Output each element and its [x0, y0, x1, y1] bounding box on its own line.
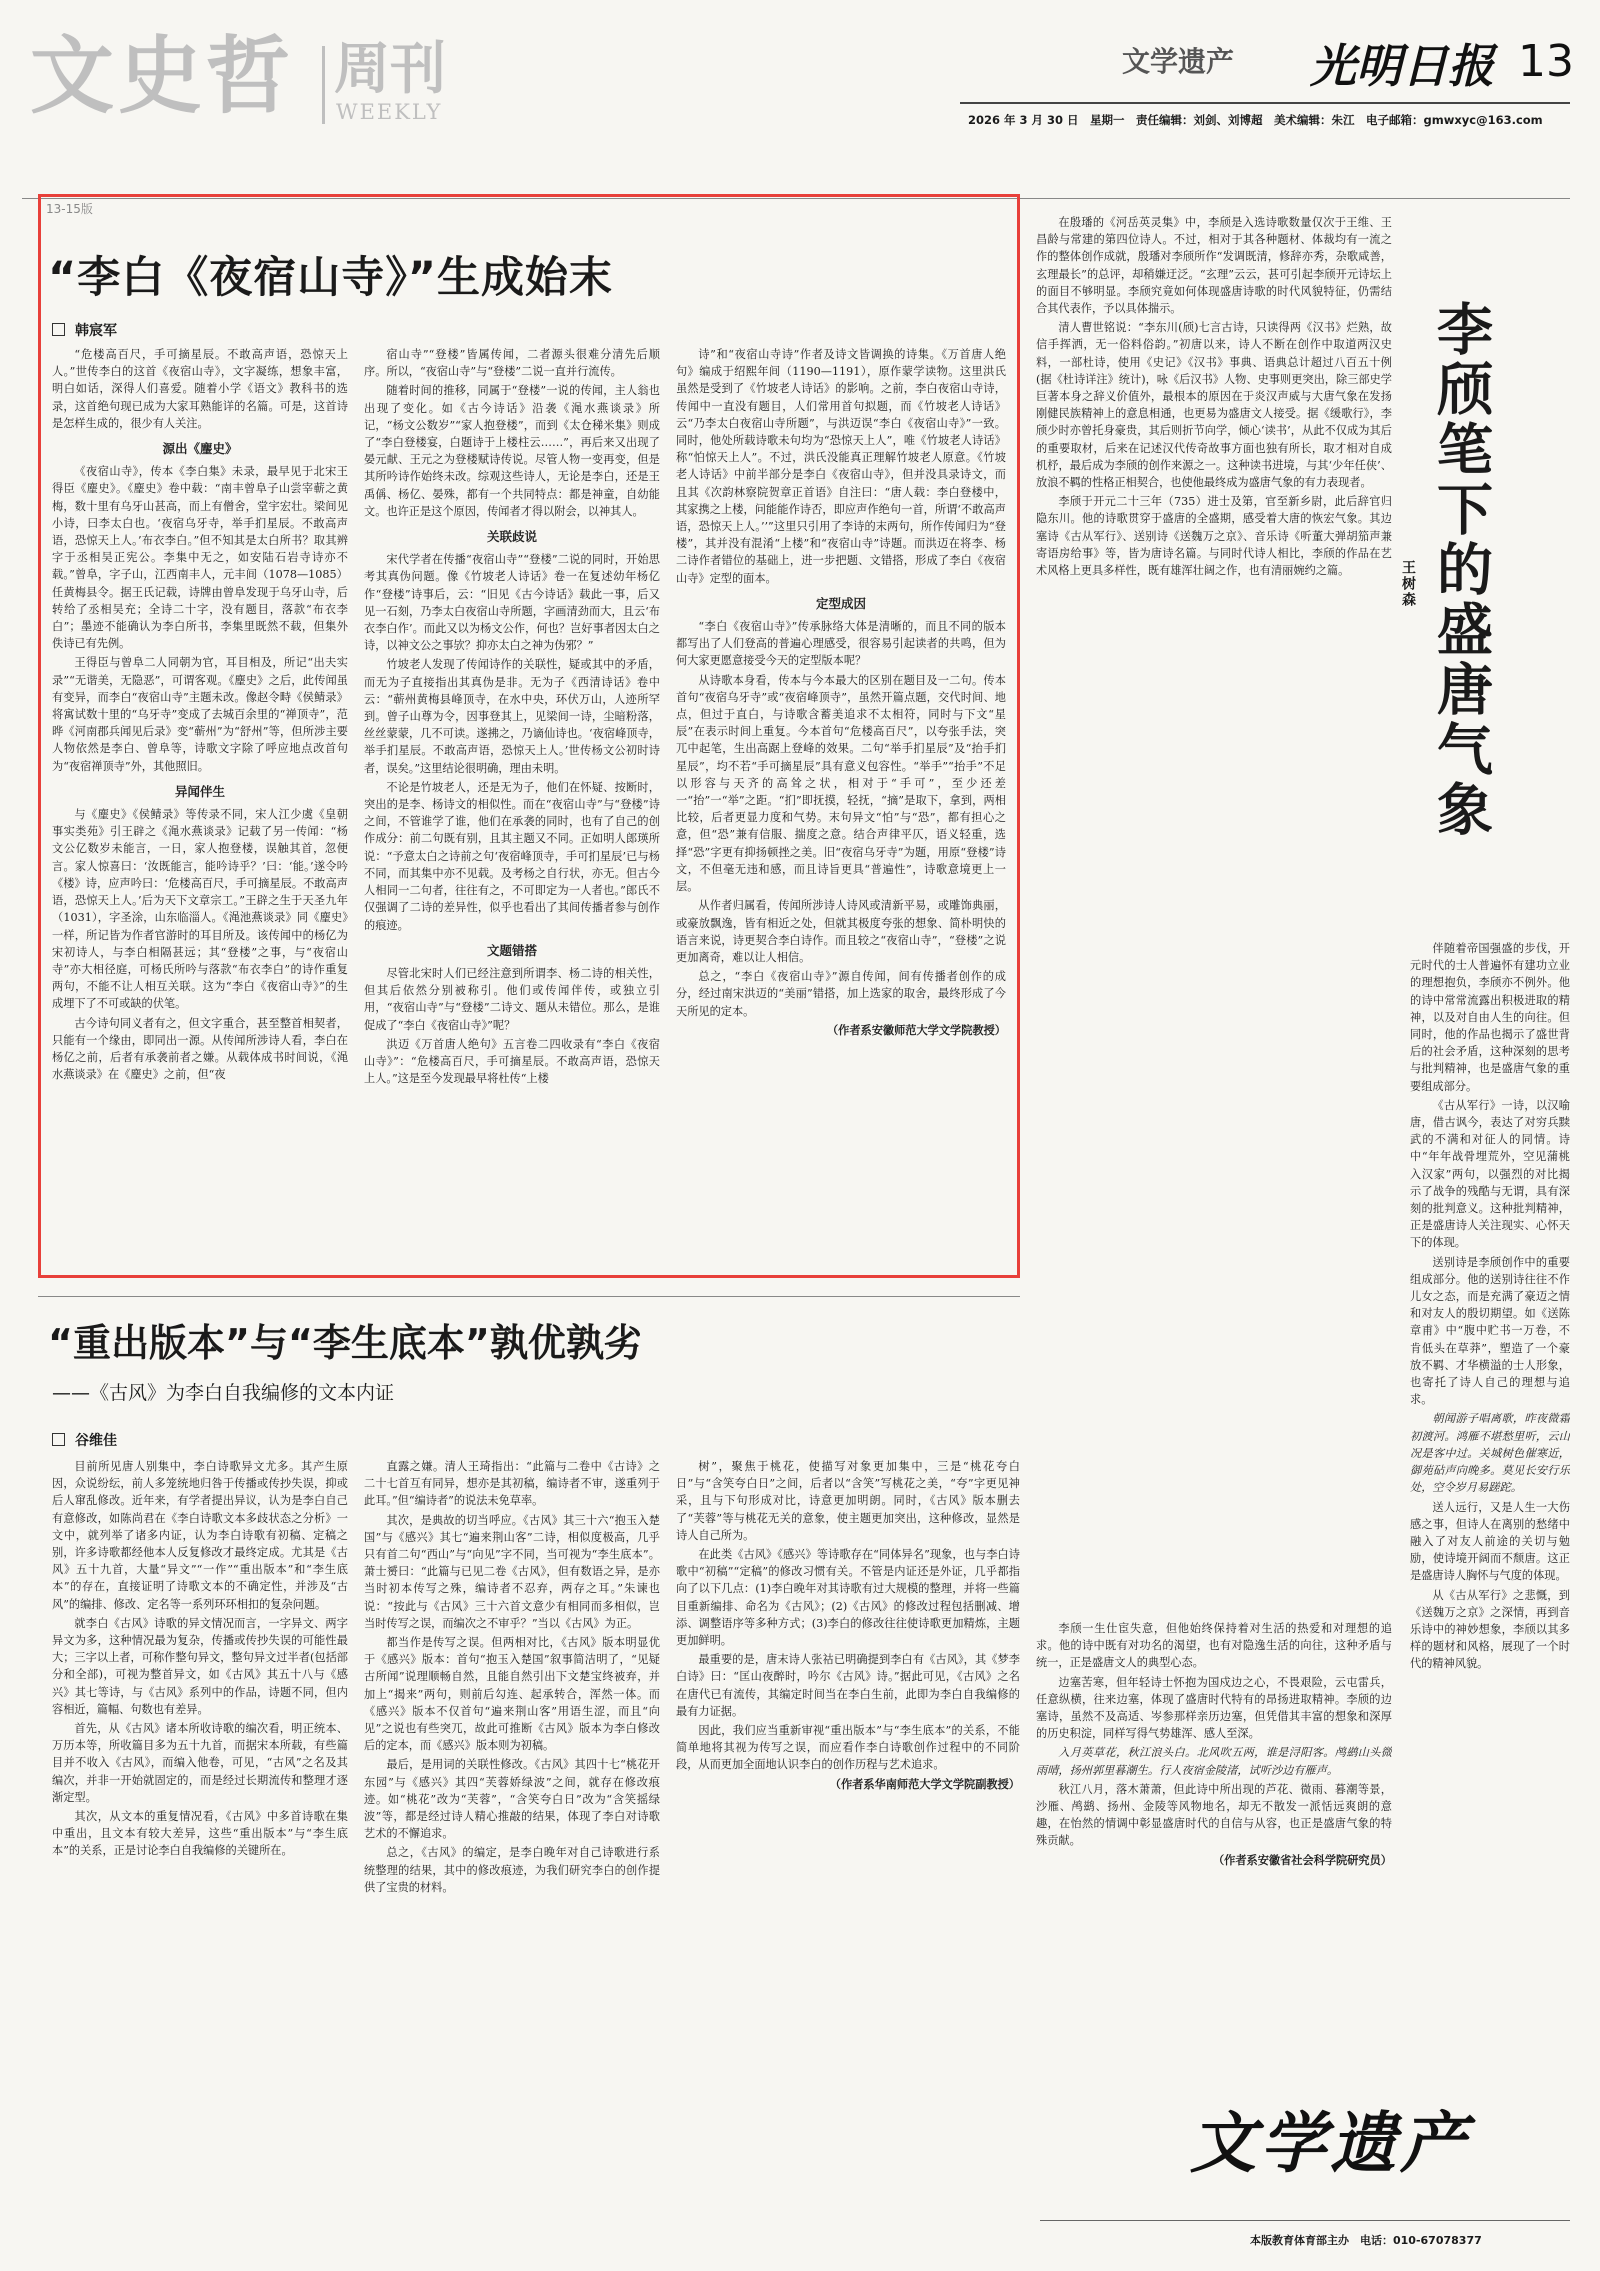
article-3-rule	[38, 1296, 1020, 1297]
article-3-author	[52, 1430, 117, 1450]
weekly-label: WEEKLY	[336, 100, 443, 124]
paragraph: 尽管北宋时人们已经注意到所谓李、杨二诗的相关性，但其后依然分别被称引。他们或传闻伴传，或独立引用，“夜宿山寺”与“登楼”二诗文、题从未错位。那么，是谁促成了“李白《夜宿山寺》”呢？	[364, 966, 660, 1032]
footer-note: 本版教育体育部主办 电话：010-67078377	[1250, 2234, 1482, 2247]
masthead-divider	[322, 46, 325, 124]
article-2-col-1	[1036, 214, 1392, 1614]
paragraph: 《夜宿山寺》，传本《李白集》未录，最早见于北宋王得臣《麈史》。《麈史》卷中载：“南丰曾阜子山尝宰蕲之黄梅，数十里有乌牙山甚高，而上有僧舍，堂宇宏壮。梁间见小诗，曰李太白也。‘夜宿乌牙寺，举手扪星辰。不敢高声语，恐惊天上人。’布衣李白。”但不知其是太白所书？取其辨字于丞相吴正宪公。李集中无之，如安陆石岩寺诗亦不载。”曾阜，字子山，江西南丰人，元丰间（1078—1085）任黄梅县令。据王氏记载，诗牌由曾阜发现于乌牙山寺，后转给了丞相吴充；全诗二十字，没有题目，落款“布衣李白”；墨迹不能确认为李白所书，李集里既然不载，但集外佚诗已有先例。	[52, 465, 348, 651]
article-1-col-2	[364, 346, 660, 1268]
paragraph: 总之，“李白《夜宿山寺》”源自传闻，间有传播者创作的成分，经过南宋洪迈的“美丽”错搭，加上选家的取舍，最终形成了今天所见的定本。	[676, 970, 1006, 1018]
paragraph: 伴随着帝国强盛的步伐，开元时代的士人普遍怀有建功立业的理想抱负，李颀亦不例外。他的诗中常常流露出积极进取的精神，以及对自由人生的向往。但同时，他的作品也揭示了盛世背后的社会矛盾，这种深刻的思考与批判精神，也是盛唐气象的重要组成部分。	[1410, 942, 1570, 1093]
paper-name: 光明日报	[1310, 39, 1494, 93]
section-heading: 定型成因	[815, 595, 866, 611]
paragraph: 就李白《古风》诗歌的异文情况而言，一字异文、两字异文为多，这种情况最为复杂，传播或传抄失误的可能性最大；三字以上者，可称作整句异文，整句异文过半者(包括部分和全部)，可视为整首异文，如《古风》其五十八与《感兴》其七等诗，与《古风》系列中的作品，诗题不同，但内容相近，篇幅、句数也有差异。	[52, 1616, 348, 1716]
section-name: 文学遗产	[1122, 45, 1235, 78]
paragraph: 从作者归属看，传闻所涉诗人诗风或清新平易，或雕饰典丽，或豪放飘逸，皆有相近之处，但就其极度夸张的想象、简朴明快的语言来说，诗更契合李白诗作。而且较之“夜宿山寺”，“登楼”之说更加离奇，难以让人相信。	[676, 899, 1006, 964]
paragraph: 因此，我们应当重新审视“重出版本”与“李生底本”的关系，不能简单地将其视为传写之误，而应看作李白诗歌创作过程中的不同阶段，从而更加全面地认识李白的创作历程与艺术追求。	[676, 1724, 1020, 1772]
article-1-col-3	[676, 346, 1006, 1268]
paragraph: 在殷璠的《河岳英灵集》中，李颀是入选诗歌数量仅次于王维、王昌龄与常建的第四位诗人。不过，相对于其各种题材、体裁均有一流之作的整体创作成就，殷璠对李颀所作“发调既清，修辞亦秀，杂歌咸善，玄理最长”的总评，却稍嫌迂泛。“玄理”云云，甚可引起李颀开元诗坛上的面目不够明显。李颀究竟如何体现盛唐诗歌的时代风貌特征，仍需结合其代表作，予以具体揣示。	[1036, 216, 1392, 316]
paragraph: 竹坡老人发现了传闻诗作的关联性，疑或其中的矛盾，而无为子直接指出其真伪是非。无为子《西清诗话》卷中云：“蕲州黄梅县峰顶寺，在水中央，环伏万山，人迹所罕到。曾子山尊为令，因事登其上，见梁间一诗，尘暗粉落，丝丝蒙蒙，几不可读。遂拂之，乃谪仙诗也。‘夜宿峰顶寺，举手扪星辰。不敢高声语，恐惊天上人。’世传杨文公初时诗者，误矣。”这里结论很明确，理由未明。	[364, 658, 660, 775]
paragraph: 诗”和“夜宿山寺诗”作者及诗文皆调换的诗集。《万首唐人绝句》编成于绍熙年间（1190—1191），原作蒙学读物。这里洪氏虽然是受到了《竹坡老人诗话》的影响。之前，李白夜宿山寺诗，传闻中一直没有题目，人们常用首句拟题，而《竹坡老人诗话》云“乃李太白夜宿山寺所题”，与洪迈误“李白《夜宿山寺》”一致。同时，他处所载诗歌未句均为“恐惊天上人”，唯《竹坡老人诗话》称“怕惊天上人”。不过，洪氏没能真正理解竹坡老人原意。《竹坡老人诗话》中前半部分是李白《夜宿山寺》，但并没具录诗文，而且其《次韵林察院贺章正首语》自注曰：“唐人载：李白登楼中，其家携之上楼，问能能作诗否，即应声作绝句一首，所谓‘不敢高声语，恐惊天上人。’’”这里只引用了李诗的末两句，所作传闻归为“登楼”，其并没有混淆“上楼”和“夜宿山寺”诗题。而洪迈在将李、杨二诗作者错位的基础上，进一步把题、文错搭，形成了李白《夜宿山寺》定型的面本。	[676, 348, 1006, 585]
column-name: 文史哲	[30, 27, 295, 125]
paragraph: 古今诗句同义者有之，但文字重合，甚至整首相契者，只能有一个缘由，即同出一源。从传闻所涉诗人看，李白在杨亿之前，后者有承袭前者之嫌。从载体成书时间说，《渑水燕谈录》在《麈史》之前，但“夜	[52, 1016, 348, 1082]
paragraph: 朝闻游子唱离歌，昨夜微霜初渡河。鸿雁不堪愁里听，云山况是客中过。关城树色催寒近，御苑砧声向晚多。莫见长安行乐处，空令岁月易蹉跎。	[1410, 1412, 1570, 1495]
paragraph: 都当作是传写之误。但两相对比，《古风》版本明显优于《感兴》版本：首句“抱玉入楚国”叙事简洁明了，“见疑古所闻”说理顺畅自然，且能自然引出下文楚宝终被弃，并加上“揭来”两句，则前后勾连、起承转合，浑然一体。而《感兴》版本不仅首句“遍来荆山客”用语生涩，而且“向见”之说也有些突兀，故此可推断《古风》版本为李白修改后的定本，而《感兴》版本则为初稿。	[364, 1636, 660, 1753]
paragraph: 清人曹世铭说：“李东川(颀)七言古诗，只读得两《汉书》烂熟，故信手挥洒，无一俗料俗韵。”初唐以来，诗人不断在创作中取道两汉史料，一部杜诗，使用《史记》《汉书》事典、语典总计超过八百五十例(据《杜诗详注》统计)，咏《后汉书》人物、史事则更突出，除三部史学巨著本身之辞义价值外，最根本的原因在于炎汉声威与大唐气象在发扬刚健民族精神上的意息相通，也更易为盛唐文人接受。据《缓歌行》，李颀少时亦曾托身豪贵，其后则折节向学，倾心‘读书’，从此不仅成为其后的重要取材，后来在记述汉代传奇故事方面也独有所长，取才相对自成机杼，最后成为李颀的创作来源之一。这种读书进境，与其‘少年任侠’、放浪不羁的性格正相契合，也使他最终成为盛唐气象的有力表现者。	[1036, 321, 1392, 490]
author-affiliation: （作者系安徽师范大学文学院教授）	[826, 1022, 1006, 1037]
paragraph: 秋江八月，落木萧萧，但此诗中所出现的芦花、微雨、暮潮等景，沙雁、鸬鹚、扬州、金陵等风物地名，却无不散发一派恬远爽朗的意趣，在怡然的情调中彰显盛唐时代的自信与从容，也正是盛唐气象的特殊贡献。	[1036, 1782, 1392, 1848]
section-heading: 异闻伴生	[174, 783, 225, 799]
page-number: 13	[1518, 36, 1574, 87]
paragraph: 边塞苦寒，但年轻诗士怀抱为国戍边之心，不畏艰险，云屯雷兵，任意纵横，往来边塞，体现了盛唐时代特有的昂扬进取精神。李颀的边塞诗，虽然不及高适、岑参那样亲历边塞，但凭借其丰富的想象和深厚的历史积淀，同样写得气势雄浑、感人至深。	[1036, 1675, 1392, 1741]
paragraph: 送人远行，又是人生一大伤感之事，但诗人在离别的愁绪中融入了对友人前途的关切与勉励，使诗境开阔而不颓唐。这正是盛唐诗人胸怀与气度的体现。	[1410, 1500, 1570, 1583]
paragraph: 树”，聚焦于桃花，使描写对象更加集中，三是“桃花夸白日”与“含笑夸白日”之间，后者以“含笑”写桃花之美，“夸”字更见神采，且与下句形成对比，诗意更加明朗。同时，《古风》版本删去了“芙蓉”等与桃花无关的意象，使主题更加突出，这种修改，显然是诗人自己所为。	[676, 1460, 1020, 1542]
paragraph: 李颀一生仕宦失意，但他始终保持着对生活的热爱和对理想的追求。他的诗中既有对功名的渴望，也有对隐逸生活的向往，这种矛盾与统一，正是盛唐文人的典型心态。	[1036, 1622, 1392, 1670]
page-tag: 13-15版	[46, 202, 93, 216]
article-2-author-name: 王树森	[1400, 560, 1416, 608]
paragraph: 随着时间的推移，同属于“登楼”一说的传闻，主人翁也出现了变化。如《古今诗话》沿袭《渑水燕谈录》所记，“杨文公数岁”“家人抱登楼”，而到《太仓稊米集》则成了“李白登楼宴，白题诗于上楼柱云……”，再后来又出现了晏元献、王元之为登楼赋诗传说。尽管人物一变再变，但是其所吟诗作始终未改。综观这些诗人，无论是李白，还是王禹偁、杨亿、晏殊，都有一个共同特点：都是神童，自幼能文。也许正是这个原因，传闻者才得以附会，以神其人。	[364, 384, 660, 518]
article-2-author	[1398, 560, 1418, 608]
paragraph: 其次，是典故的切当呼应。《古风》其三十六“抱玉入楚国”与《感兴》其七“遍来荆山客”二诗，相似度极高，几乎只有首二句“西山”与“向见”字不同，当可视为“李生底本”。萧士赟曰：“此篇与已见二卷《古风》，但有数语之异，是亦当时初本传写之殊，编诗者不忍弃，两存之耳。”朱谏也说：“按此与《古风》三十六首文意少有相同而多相似，岂当时传写之误，而编次之不审乎？”当以《古风》为正。	[364, 1513, 660, 1630]
paragraph: 总之，《古风》的编定，是李白晚年对自己诗歌进行系统整理的结果，其中的修改痕迹，为我们研究李白的创作提供了宝贵的材料。	[364, 1846, 660, 1894]
author-affiliation: （作者系华南师范大学文学院副教授）	[829, 1776, 1020, 1791]
paragraph: 其次，从文本的重复情况看，《古风》中多首诗歌在集中重出，且文本有较大差异，这些“重出版本”与“李生底本”的关系，正是讨论李白自我编修的关键所在。	[52, 1810, 348, 1858]
article-3-col-2	[364, 1458, 660, 2258]
section-logo: 文学遗产	[1190, 2104, 1470, 2182]
article-3-subtitle: ——《古风》为李白自我编修的文本内证	[52, 1382, 395, 1404]
date-editor-line: 2026 年 3 月 30 日 星期一 责任编辑：刘剑、刘博超 美术编辑：朱江 电子邮箱：gmwxyc@163.com	[968, 113, 1543, 127]
article-2-col-3	[1036, 1620, 1392, 2050]
article-1-author	[52, 320, 117, 340]
footer-rule	[1040, 2220, 1570, 2221]
paragraph: 最后，是用词的关联性修改。《古风》其四十七“桃花开东园”与《感兴》其四“芙蓉娇绿波”之间，就存在修改痕迹。如“桃花”改为“芙蓉”，“含笑夸白日”改为“含笑摇绿波”等，都是经过诗人精心推敲的结果，体现了李白对诗歌艺术的不懈追求。	[364, 1758, 660, 1841]
paragraph: 洪迈《万首唐人绝句》五言卷二四收录有“李白《夜宿山寺》”：“危楼高百尺，手可摘星辰。不敢高声语，恐惊天上人。”这是至今发现最早将杜传“上楼	[364, 1037, 660, 1086]
section-heading: 关联歧说	[486, 529, 537, 545]
article-3-col-1	[52, 1458, 348, 2258]
author-box-icon	[52, 1433, 65, 1446]
author-box-icon	[52, 323, 65, 336]
article-2-title: 李颀笔下的盛唐气象	[1428, 300, 1493, 840]
paragraph: 首先，从《古风》诸本所收诗歌的编次看，明正统本、万历本等，所收篇目多为五十九首，而据宋本所载，有些篇目并不收入《古风》，而编入他卷，可见，“古风”之名及其编次，并非一开始就固定的，而是经过长期流传和整理才逐渐定型。	[52, 1722, 348, 1804]
paragraph: 在此类《古风》《感兴》等诗歌存在“同体异名”现象，也与李白诗歌中“初稿”“定稿”的修改习惯有关。不管是内证还是外证，几乎都指向了以下几点：(1)李白晚年对其诗歌有过大规模的整理，并将一些篇目重新编排、命名为《古风》；(2)《古风》的修改过程包括删减、增添、调整语序等多种方式；(3)李白的修改往往使诗歌更加精炼，主题更加鲜明。	[676, 1548, 1020, 1648]
section-heading: 源出《麈史》	[162, 441, 238, 457]
paragraph: 宋代学者在传播“夜宿山寺”“登楼”二说的同时，开始思考其真伪问题。像《竹坡老人诗话》卷一在复述幼年杨亿作“登楼”诗事后，云：“旧见《古今诗话》载此一事，后又见一石刻，乃李太白夜宿山寺所题，字画清劲而大，且云‘布衣李白作’。而此又以为杨文公作，何也？岂好事者因太白之诗，以神文公之事欤？抑亦太白之神为伪邪？”	[364, 553, 660, 653]
article-3-title: “重出版本”与“李生底本”孰优孰劣	[48, 1321, 642, 1365]
article-3-author-name: 谷维佳	[75, 1433, 117, 1449]
masthead	[0, 0, 1600, 216]
paragraph: 李颀于开元二十三年（735）进士及第，官至新乡尉，此后辞官归隐东川。他的诗歌贯穿于盛唐的全盛期，感受着大唐的恢宏气象。其边塞诗《古从军行》、送别诗《送魏万之京》、音乐诗《听董大弹胡笳声兼寄语房给事》等，皆为唐诗名篇。与同时代诗人相比，李颀的作品在艺术风格上更具多样性，既有雄浑壮阔之作，也有清丽婉约之篇。	[1036, 495, 1392, 578]
masthead-rule	[960, 102, 1570, 104]
paragraph: 从诗歌本身看，传本与今本最大的区别在题目及一二句。传本首句“夜宿乌牙寺”或“夜宿峰顶寺”，虽然开篇点题，交代时间、地点，但过于直白，与诗歌含蓄美追求不太相符，同时与下文“星辰”在表示时间上重复。今本首句“危楼高百尺”，以夸张手法，突兀中起笔，生出高踞上登峰的效果。二句“举手扪星辰”及“抬手扪星辰”，均不若“手可摘星辰”具有意义包容性。“举手”“抬手”不足以形容与天齐的高耸之状，相对于“手可”，至少还差一“抬”一“举”之距。“扪”即抚摸，轻抚，“摘”是取下，拿到，两相比较，后者更显力度和气势。末句异文“怕”与“恐”，都有担心之意，但“恐”兼有信服、揣度之意。结合声律平仄，语义轻重，选择“恐”字更有抑扬顿挫之美。旧“夜宿乌牙寺”为题，用原“登楼”诗文，不但毫无违和感，而且诗旨更具“普遍性”，诗歌意境更上一层。	[676, 673, 1006, 894]
article-1-author-name: 韩宸军	[75, 323, 117, 339]
section-heading: 文题错搭	[486, 942, 537, 958]
paragraph: 王得臣与曾阜二人同朝为官，耳目相及，所记“出夫实录”“无谐美，无隐恶”，可谓客观。《麈史》之后，此传闻虽有变异，而李白“夜宿山寺”主题未改。像赵令畤《侯鲭录》将寓试数十里的“乌牙寺”变成了去城百余里的“禅顶寺”，范晔《河南郡兵闻见后录》变“蕲州”为“舒州”等，但所涉主要人物依然是李白、曾阜等，诗歌文字除了呼应地点改首句为“夜宿禅顶寺”外，其他照旧。	[52, 656, 348, 773]
article-1-col-1	[52, 346, 348, 1268]
paragraph: 送别诗是李颀创作中的重要组成部分。他的送别诗往往不作儿女之态，而是充满了豪迈之情和对友人的殷切期望。如《送陈章甫》中“腹中贮书一万卷，不肯低头在草莽”，塑造了一个豪放不羁、才华横溢的士人形象，也寄托了诗人自己的理想与追求。	[1410, 1255, 1570, 1407]
article-2-col-2	[1410, 940, 1570, 2050]
sub-name: 周刊	[334, 37, 446, 102]
paragraph: 不论是竹坡老人，还是无为子，他们在怀疑、按断时，突出的是李、杨诗文的相似性。而在“夜宿山寺”与“登楼”诗之间，不管谁学了谁，他们在承袭的同时，也有了自己的创作成分：前二句既有别，且其主题又不同。正如明人郎瑛所说：“予意太白之诗前之句‘夜宿峰顶寺，手可扪星辰’已与杨不同，而其集中亦不见载。及考杨之自行状，亦无。但古今人相同一二句者，往往有之，不可即定为一人者也。”郎氏不仅强调了二诗的差异性，似乎也看出了其间传播者参与创作的痕迹。	[364, 780, 660, 932]
article-1-title: “李白《夜宿山寺》”生成始末	[48, 253, 614, 303]
paragraph: 入月英草花，秋江浪头白。北风吹五两，谁是浔阳客。鸬鹚山头微雨晴，扬州郭里暮潮生。行人夜宿金陵渚，试听沙边有雁声。	[1036, 1746, 1392, 1777]
paragraph: 最重要的是，唐末诗人张祜已明确提到李白有《古风》，其《梦李白诗》曰：“匡山夜醉时，吟尔《古风》诗。”据此可见，《古风》之名在唐代已有流传，其编定时间当在李白生前，此即为李白自我编修的最有力证据。	[676, 1653, 1020, 1718]
paragraph: “李白《夜宿山寺》”传承脉络大体是清晰的，而且不同的版本都写出了人们登高的普遍心理感受，很容易引起读者的共鸣，但为何大家更愿意接受今天的定型版本呢？	[676, 620, 1006, 668]
paragraph: 直露之嫌。清人王琦指出：“此篇与二卷中《古诗》之二十七首互有同异，想亦是其初稿，编诗者不审，遂重列于此耳。”但“编诗者”的说法未免草率。	[364, 1460, 660, 1508]
paragraph: 宿山寺”“登楼”皆属传闻，二者源头很难分清先后顺序。所以，“夜宿山寺”与“登楼”二说一直并行流传。	[364, 348, 660, 379]
paragraph: 与《麈史》《侯鲭录》等传录不同，宋人江少虞《皇朝事实类苑》引王辟之《渑水燕谈录》记载了另一传闻：“杨文公亿数岁未能言，一日，家人抱登楼，误触其首，忽便言。家人惊喜曰：‘汝既能言，能吟诗乎？’曰：‘能。’遂令吟《楼》诗，应声吟曰：‘危楼高百尺，手可摘星辰。不敢高声语，恐惊天上人。’后为天下文章宗工。”王辟之生于天圣九年（1031），字圣涂，山东临淄人。《渑池燕谈录》同《麈史》一样，所记皆为作者官游时的耳目所及。该传闻中的杨亿为宋初诗人，与李白相隔甚远；其“登楼”之事，与“夜宿山寺”亦大相径庭，可杨氏所吟与落款“布衣李白”的诗作重复两句，不能不让人相互关联。这为“李白《夜宿山寺》”的生成埋下了不可或缺的伏笔。	[52, 808, 348, 1011]
author-affiliation: （作者系安徽省社会科学院研究员）	[1212, 1852, 1392, 1867]
paragraph: 从《古从军行》之悲慨，到《送魏万之京》之深情，再到音乐诗中的神妙想象，李颀以其多样的题材和风格，展现了一个时代的精神风貌。	[1410, 1588, 1570, 1671]
paragraph: “危楼高百尺，手可摘星辰。不敢高声语，恐惊天上人。”世传李白的这首《夜宿山寺》，文字凝练，想象丰富，明白如话，深得人们喜爱。随着小学《语文》教科书的选录，这首绝句现已成为大家耳熟能详的名篇。可是，这首诗是怎样生成的，很少有人关注。	[52, 348, 348, 430]
article-3-col-3	[676, 1458, 1020, 2258]
paragraph: 目前所见唐人别集中，李白诗歌异文尤多。其产生原因，众说纷纭，前人多笼统地归咎于传播或传抄失误，抑或后人窜乱修改。近年来，有学者提出异议，认为是李白自己有意修改，如陈尚君在《李白诗歌文本多歧状态之分析》一文中，就列举了诸多内证，认为李白诗歌有初稿、定稿之别，许多诗歌都经他本人反复修改才最终定成。尤其是《古风》五十九首，大量“异文”“一作”“重出版本”和“李生底本”的存在，直接证明了诗歌文本的不确定性，并涉及“古风”的编排、修改、定名等一系列环环相扣的复杂问题。	[52, 1460, 348, 1611]
paragraph: 《古从军行》一诗，以汉喻唐，借古讽今，表达了对穷兵黩武的不满和对征人的同情。诗中“年年战骨埋荒外，空见蒲桃入汉家”两句，以强烈的对比揭示了战争的残酷与无谓，具有深刻的批判意义。这种批判精神，正是盛唐诗人关注现实、心怀天下的体现。	[1410, 1098, 1570, 1250]
